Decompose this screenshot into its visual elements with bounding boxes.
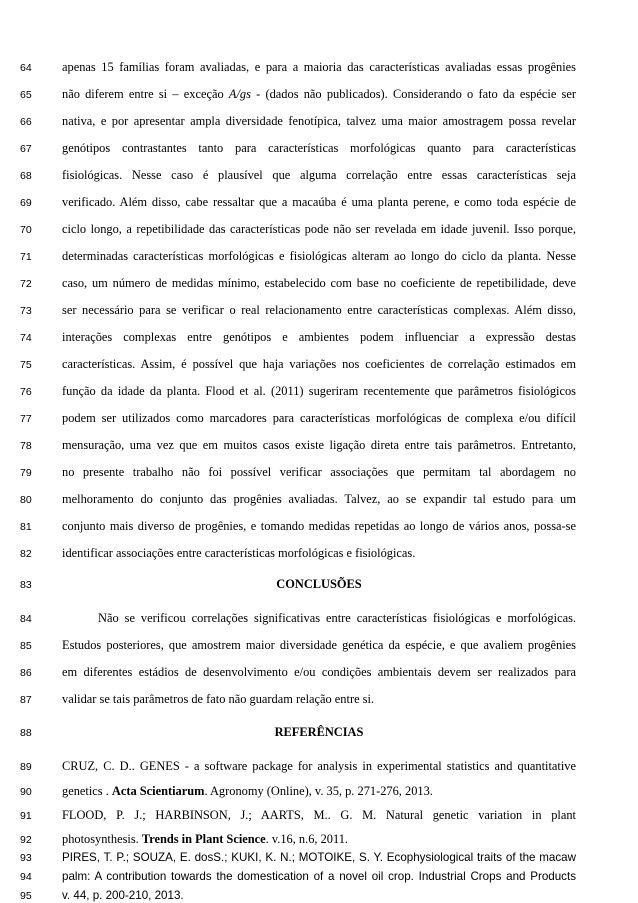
line-number: 79	[20, 467, 32, 479]
line-number: 66	[20, 116, 32, 128]
body-text-line: melhoramento do conjunto das progênies avaliadas. Talvez, ao se expandir tal estudo para um	[62, 492, 576, 506]
text-segment: photosynthesis.	[62, 832, 142, 846]
body-text-line: interações complexas entre genótipos e ambientes podem influenciar a expressão destas	[62, 330, 576, 344]
body-text-line: ciclo longo, a repetibilidade das características pode não ser revelada em idade juvenil. Isso porque,	[62, 222, 576, 236]
line-number: 77	[20, 413, 32, 425]
body-text-line: Não se verificou correlações significativas entre características fisiológicas e morfológicas.	[98, 611, 576, 625]
line-number: 92	[20, 834, 32, 846]
body-text-line: caso, um número de medidas mínimo, estabelecido com base no coeficiente de repetibilidade, deve	[62, 276, 576, 290]
reference-line	[62, 784, 576, 799]
body-text-line: características. Assim, é possível que haja variações nos coeficientes de correlação estimados em	[62, 357, 576, 371]
line-number: 72	[20, 278, 32, 290]
text-segment: . Agronomy (Online), v. 35, p. 271-276, 2013.	[204, 784, 433, 798]
body-text-line: Estudos posteriores, que amostrem maior diversidade genética da espécie, e que avaliem progênies	[62, 638, 576, 652]
line-number: 90	[20, 786, 32, 798]
body-text-line: em diferentes estádios de desenvolvimento e/ou condições ambientais devem ser realizados para	[62, 665, 576, 679]
line-number: 89	[20, 761, 32, 773]
text-segment: não diferem entre si – exceção	[62, 87, 229, 101]
body-text-line: verificado. Além disso, cabe ressaltar que a macaúba é uma planta perene, e como toda espécie de	[62, 195, 576, 209]
body-text-line: identificar associações entre características morfológicas e fisiológicas.	[62, 546, 416, 560]
journal-title: Trends in Plant Science	[141, 832, 266, 846]
body-text-line: podem ser utilizados como marcadores para características morfológicas de complexa e/ou difícil	[62, 411, 576, 425]
line-number: 82	[20, 548, 32, 560]
reference-line	[62, 832, 576, 847]
line-number: 76	[20, 386, 32, 398]
body-text-line: validar se tais parâmetros de fato não guardam relação entre si.	[62, 692, 375, 706]
italic-term: A/gs	[228, 87, 251, 101]
section-heading-conclusions: CONCLUSÕES	[276, 577, 362, 591]
journal-title: Acta Scientiarum	[111, 784, 205, 798]
line-number: 95	[20, 890, 32, 902]
line-number: 75	[20, 359, 32, 371]
line-number: 68	[20, 170, 32, 182]
line-number: 94	[20, 871, 32, 883]
line-number: 88	[20, 727, 32, 739]
reference-line: palm: A contribution towards the domestication of a novel oil crop. Industrial Crops and Products	[62, 870, 576, 883]
body-text-line: determinadas características morfológicas e fisiológicas alteram ao longo do ciclo da planta. Nesse	[62, 249, 576, 263]
body-text-line: fisiológicas. Nesse caso é plausível que alguma correlação entre essas características seja	[62, 168, 576, 182]
reference-line: v. 44, p. 200-210, 2013.	[62, 889, 184, 902]
line-number: 70	[20, 224, 32, 236]
text-segment: genetics .	[62, 784, 112, 798]
body-text-line: ser necessário para se verificar o real relacionamento entre características complexas. Além disso,	[62, 303, 576, 317]
line-number: 83	[20, 579, 32, 591]
line-number: 85	[20, 640, 32, 652]
line-number: 65	[20, 89, 32, 101]
reference-line: PIRES, T. P.; SOUZA, E. dosS.; KUKI, K. N.; MOTOIKE, S. Y. Ecophysiological traits of the macaw	[62, 851, 576, 864]
body-text-line: função da idade da planta. Flood et al. (2011) sugeriram recentemente que parâmetros fisiológicos	[62, 384, 576, 398]
body-text-line: no presente trabalho não foi possível verificar associações que permitam tal abordagem no	[62, 465, 576, 479]
line-number: 84	[20, 613, 32, 625]
body-text-line: genótipos contrastantes tanto para características morfológicas quanto para características	[62, 141, 576, 155]
body-text-line: mensuração, uma vez que em muitos casos existe ligação direta entre tais parâmetros. Entretanto,	[62, 438, 576, 452]
line-number: 91	[20, 810, 32, 822]
body-text-line	[62, 87, 576, 102]
section-heading-references: REFERÊNCIAS	[274, 725, 364, 739]
line-number: 87	[20, 694, 32, 706]
body-text-line: conjunto mais diverso de progênies, e tomando medidas repetidas ao longo de vários anos, possa-se	[62, 519, 576, 533]
line-number: 74	[20, 332, 32, 344]
text-segment: - (dados não publicados). Considerando o fato da espécie ser	[250, 87, 576, 101]
text-segment: . v.16, n.6, 2011.	[265, 832, 349, 846]
line-number: 71	[20, 251, 32, 263]
line-number: 73	[20, 305, 32, 317]
line-number: 69	[20, 197, 32, 209]
line-number: 67	[20, 143, 32, 155]
reference-line: CRUZ, C. D.. GENES - a software package for analysis in experimental statistics and quantitative	[62, 759, 576, 773]
reference-line: FLOOD, P. J.; HARBINSON, J.; AARTS, M.. G. M. Natural genetic variation in plant	[62, 808, 576, 822]
body-text-line: apenas 15 famílias foram avaliadas, e para a maioria das características avaliadas essas progênies	[62, 60, 576, 74]
line-number: 86	[20, 667, 32, 679]
line-number: 81	[20, 521, 32, 533]
line-number: 78	[20, 440, 32, 452]
line-number: 80	[20, 494, 32, 506]
line-number: 64	[20, 62, 32, 74]
body-text-line: nativa, e por apresentar ampla diversidade fenotípica, talvez uma maior amostragem possa revelar	[62, 114, 576, 128]
line-number: 93	[20, 852, 32, 864]
